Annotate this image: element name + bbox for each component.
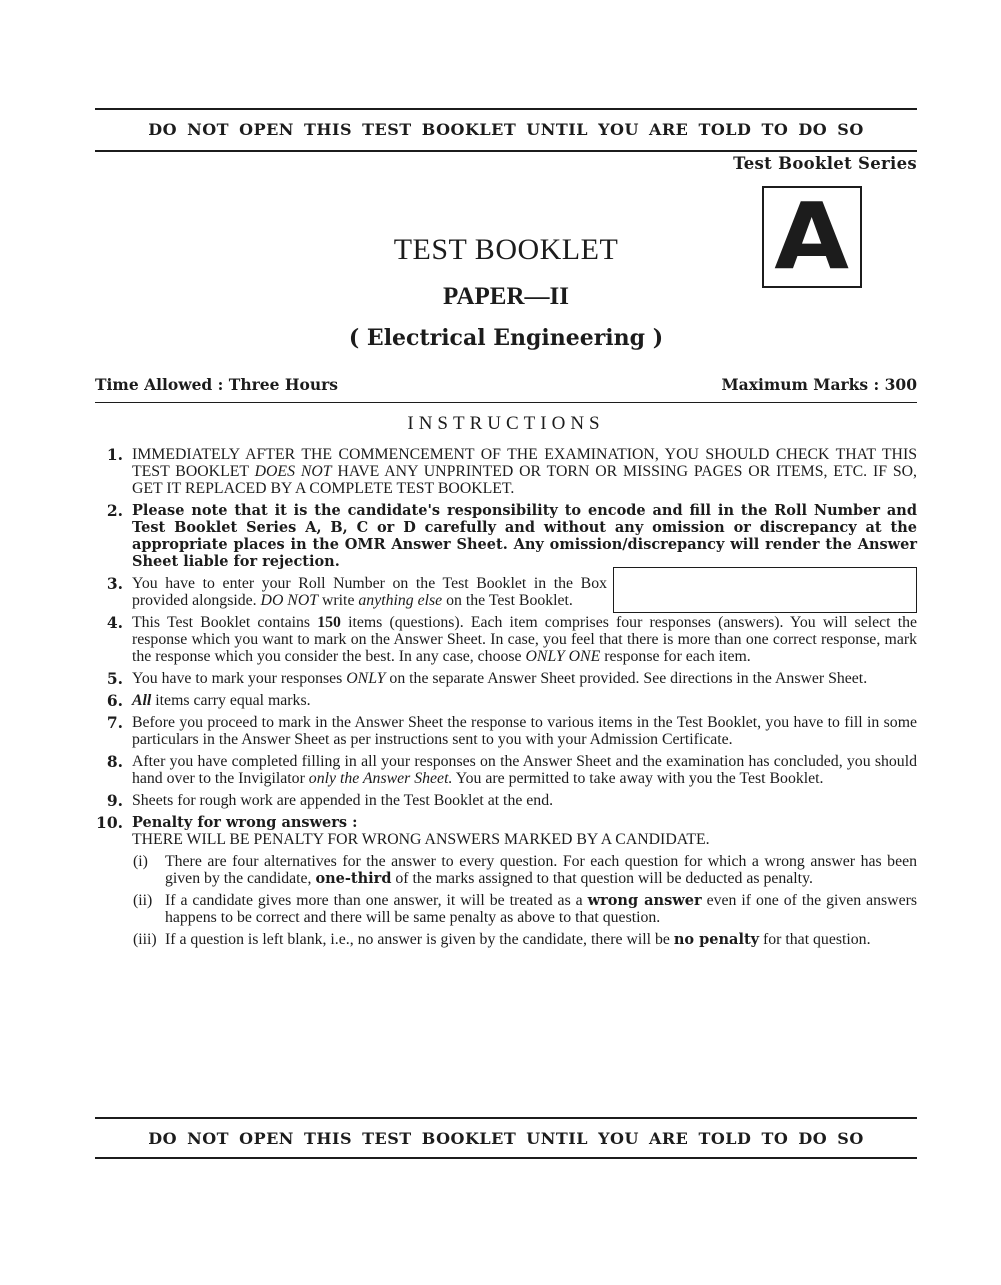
- bottom-warning-banner: DO NOT OPEN THIS TEST BOOKLET UNTIL YOU ARE TOLD TO DO SO: [148, 1129, 864, 1148]
- roll-number-box[interactable]: [613, 567, 917, 613]
- instruction-number: 10.: [96, 813, 123, 832]
- instruction-number: 1.: [106, 445, 123, 464]
- instruction-text: There are four alternatives for the answer to every question. For each question for which a wrong answer has been given by the candidate,: [165, 853, 917, 887]
- test-booklet-series-label: Test Booklet Series: [733, 154, 917, 173]
- subject-title: ( Electrical Engineering ): [348, 325, 664, 351]
- penalty-rule-ii: [95, 892, 917, 926]
- instruction-text: items (questions). Each item comprises four responses (answers). You will select the response which you want to mark on the Answer Sheet. In case, you feel that there is more than one correct response, mark the response which you consider the best. In any case, choose: [132, 614, 917, 665]
- sub-number: (iii): [133, 931, 157, 948]
- maximum-marks: Maximum Marks : 300: [721, 375, 917, 394]
- penalty-heading: Penalty for wrong answers :: [132, 814, 358, 831]
- instruction-2: [95, 502, 917, 570]
- instruction-number: 3.: [106, 574, 123, 593]
- instruction-text: on the Test Booklet.: [442, 592, 573, 609]
- series-letter: A: [774, 183, 850, 290]
- instruction-text: Before you proceed to mark in the Answer Sheet the response to various items in the Test Booklet, you have to fill in some particulars in the Answer Sheet as per instructions sent to you with your Admission Certificate.: [132, 714, 917, 748]
- penalty-rule-iii: [95, 931, 917, 948]
- instruction-emphasis: wrong answer: [587, 892, 702, 909]
- penalty-statement: THERE WILL BE PENALTY FOR WRONG ANSWERS MARKED BY A CANDIDATE.: [132, 831, 710, 848]
- instruction-6: [95, 692, 917, 709]
- instruction-text: Sheets for rough work are appended in the Test Booklet at the end.: [132, 792, 554, 809]
- instruction-text: If a question is left blank, i.e., no answer is given by the candidate, there will be: [165, 931, 674, 948]
- top-rule-upper: [95, 108, 917, 110]
- instruction-number: 8.: [106, 752, 123, 771]
- sub-number: (i): [133, 853, 148, 870]
- sub-number: (ii): [133, 892, 153, 909]
- instruction-text: After you have completed filling in all your responses on the Answer Sheet and the examination has concluded, you should hand over to the Invigilator: [132, 753, 917, 787]
- instruction-number: 4.: [106, 613, 123, 632]
- instruction-emphasis: All: [132, 692, 152, 709]
- instruction-9: [95, 792, 917, 809]
- instruction-number: 6.: [106, 691, 123, 710]
- instruction-text: of the marks assigned to that question will be deducted as penalty.: [391, 870, 813, 887]
- instruction-emphasis: ONLY ONE: [525, 648, 601, 665]
- instruction-emphasis: no penalty: [673, 931, 760, 948]
- instruction-text: for that question.: [759, 931, 871, 948]
- top-rule-lower: [95, 150, 917, 152]
- penalty-rule-i: [95, 853, 917, 887]
- bottom-rule-upper: [95, 1117, 917, 1119]
- instruction-text: You have to enter your Roll Number on the Test Booklet in the Box provided alongside.: [132, 575, 607, 609]
- time-allowed: Time Allowed : Three Hours: [95, 375, 339, 394]
- instruction-text: write: [318, 592, 359, 609]
- paper-title: PAPER—II: [443, 283, 569, 310]
- instructions-list: [95, 446, 917, 948]
- instruction-1: [95, 446, 917, 497]
- instruction-text: You are permitted to take away with you the Test Booklet.: [452, 770, 824, 787]
- instruction-number: 2.: [106, 501, 123, 520]
- instruction-emphasis: 150: [317, 614, 341, 631]
- instruction-text: even if one of the given answers happens to be correct and there will be same penalty as above to that question.: [165, 892, 917, 926]
- instruction-number: 7.: [106, 713, 123, 732]
- instruction-7: [95, 714, 917, 748]
- bottom-rule-lower: [95, 1157, 917, 1159]
- booklet-title: TEST BOOKLET: [393, 233, 619, 266]
- instruction-number: 5.: [106, 669, 123, 688]
- instruction-4: [95, 614, 917, 665]
- instruction-5: [95, 670, 917, 687]
- instruction-emphasis: only the Answer Sheet.: [308, 770, 453, 787]
- instruction-8: [95, 753, 917, 787]
- top-warning-banner: DO NOT OPEN THIS TEST BOOKLET UNTIL YOU ARE TOLD TO DO SO: [148, 120, 864, 139]
- instruction-text: You have to mark your responses: [132, 670, 347, 687]
- instruction-text: items carry equal marks.: [151, 692, 311, 709]
- instruction-text: response for each item.: [600, 648, 751, 665]
- instruction-emphasis: DO NOT: [260, 592, 319, 609]
- instruction-text: IMMEDIATELY AFTER THE COMMENCEMENT OF THE EXAMINATION, YOU SHOULD CHECK THAT THIS TEST BOOKLET: [132, 446, 917, 480]
- instruction-3: [95, 575, 917, 609]
- instruction-number: 9.: [106, 791, 123, 810]
- instruction-text: Please note that it is the candidate's responsibility to encode and fill in the Roll Number and Test Booklet Series A, B, C or D carefully and without any omission or discrepancy at the appropriate places in the OMR Answer Sheet. Any omission/discrepancy will render the Answer Sheet liable for rejection.: [132, 502, 917, 570]
- instruction-text: HAVE ANY UNPRINTED OR TORN OR MISSING PAGES OR ITEMS, ETC. IF SO, GET IT REPLACED BY A COMPLETE TEST BOOKLET.: [132, 463, 918, 497]
- instruction-emphasis: one-third: [315, 870, 392, 887]
- instruction-emphasis: anything else: [358, 592, 443, 609]
- meta-rule: [95, 402, 917, 403]
- instruction-emphasis: ONLY: [346, 670, 386, 687]
- instructions-heading: INSTRUCTIONS: [407, 413, 605, 434]
- instruction-10: [95, 814, 917, 848]
- instruction-text: If a candidate gives more than one answer, it will be treated as a: [165, 892, 588, 909]
- instruction-text: on the separate Answer Sheet provided. See directions in the Answer Sheet.: [385, 670, 868, 687]
- instruction-text: This Test Booklet contains: [132, 614, 318, 631]
- instruction-emphasis: DOES NOT: [254, 463, 332, 480]
